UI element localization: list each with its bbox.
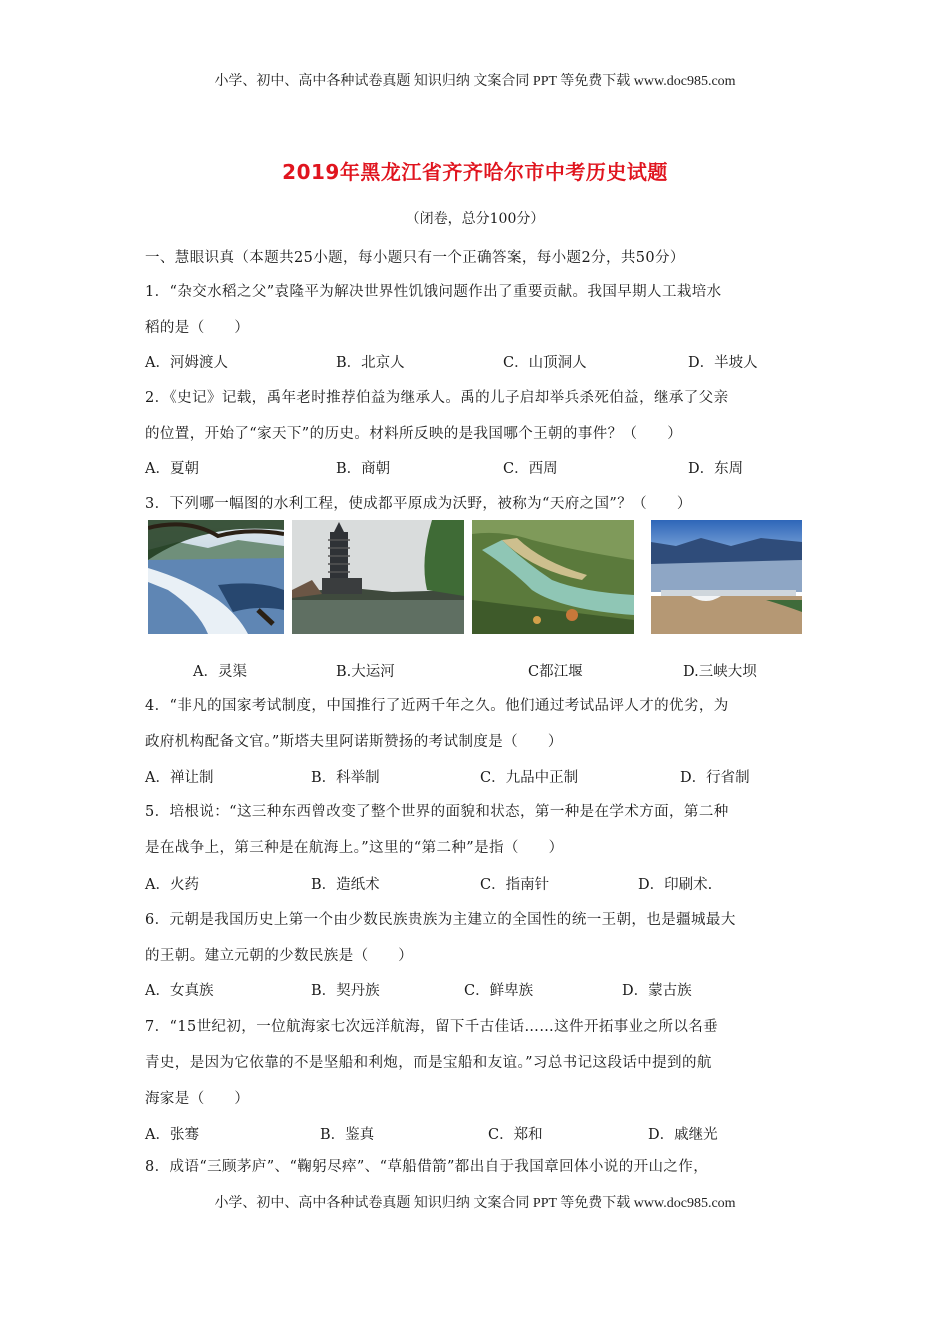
question-2-option-d: D．东周 (688, 461, 744, 477)
question-6-option-d: D．蒙古族 (622, 983, 692, 999)
question-7-line-1: 7．“15世纪初，一位航海家七次远洋航海，留下千古佳话……这件开拓事业之所以名垂 (145, 1019, 719, 1035)
river-irrigation-photo (472, 520, 634, 634)
question-6-line-2: 的王朝。建立元朝的少数民族是（ ） (145, 948, 414, 964)
question-7-line-3: 海家是（ ） (145, 1091, 250, 1107)
question-7-option-b: B．鉴真 (320, 1127, 375, 1143)
question-8-line-1: 8．成语“三顾茅庐”、“鞠躬尽瘁”、“草船借箭”都出自于我国章回体小说的开山之作， (145, 1159, 709, 1175)
question-1-option-d: D．半坡人 (688, 355, 758, 371)
pagoda-canal-photo (292, 520, 464, 634)
section-heading: 一、慧眼识真（本题共25小题，每小题只有一个正确答案，每小题2分，共50分） (145, 250, 685, 266)
question-5-option-b: B．造纸术 (311, 877, 380, 893)
question-3-caption-c: C都江堰 (528, 664, 583, 680)
header-banner: 小学、初中、高中各种试卷真题 知识归纳 文案合同 PPT 等免费下载 www.doc985.com (214, 74, 736, 89)
question-1-option-c: C．山顶洞人 (503, 355, 587, 371)
question-4-line-1: 4．“非凡的国家考试制度，中国推行了近两千年之久。他们通过考试品评人才的优劣，为 (145, 698, 729, 714)
question-3-caption-b: B.大运河 (336, 664, 395, 680)
question-4-option-d: D．行省制 (680, 770, 750, 786)
question-5-option-d: D．印刷术. (638, 877, 713, 893)
question-6-option-b: B．契丹族 (311, 983, 380, 999)
question-6-option-a: A．女真族 (145, 983, 214, 999)
waterfall-weir-photo (148, 520, 284, 634)
exam-subtitle: （闭卷，总分100分） (405, 211, 545, 227)
question-2-line-2: 的位置，开始了“家天下”的历史。材料所反映的是我国哪个王朝的事件？（ ） (145, 426, 683, 442)
question-5-option-c: C．指南针 (480, 877, 550, 893)
question-5-option-a: A．火药 (145, 877, 199, 893)
question-2-option-a: A．夏朝 (145, 461, 199, 477)
dam-reservoir-photo (651, 520, 802, 634)
question-1-line-1: 1．“杂交水稻之父”袁隆平为解决世界性饥饿问题作出了重要贡献。我国早期人工栽培水 (145, 284, 722, 300)
question-4-line-2: 政府机构配备文官。”斯塔夫里阿诺斯赞扬的考试制度是（ ） (145, 734, 563, 750)
question-1-line-2: 稻的是（ ） (145, 320, 250, 336)
question-4-option-c: C．九品中正制 (480, 770, 579, 786)
question-4-option-a: A．禅让制 (145, 770, 214, 786)
question-1-option-b: B．北京人 (336, 355, 405, 371)
question-2-line-1: 2．《史记》记载，禹年老时推荐伯益为继承人。禹的儿子启却举兵杀死伯益，继承了父亲 (145, 390, 729, 406)
question-6-line-1: 6．元朝是我国历史上第一个由少数民族贵族为主建立的全国性的统一王朝，也是疆城最大 (145, 912, 736, 928)
page-title: 2019年黑龙江省齐齐哈尔市中考历史试题 (282, 160, 668, 184)
question-7-line-2: 青史，是因为它依靠的不是坚船和利炮，而是宝船和友谊。”习总书记这段话中提到的航 (145, 1055, 712, 1071)
question-3-caption-d: D.三峡大坝 (683, 664, 757, 680)
question-7-option-a: A．张骞 (145, 1127, 199, 1143)
question-4-option-b: B．科举制 (311, 770, 380, 786)
question-5-line-1: 5．培根说：“这三种东西曾改变了整个世界的面貌和状态，第一种是在学术方面，第二种 (145, 804, 729, 820)
question-3-caption-a: A．灵渠 (193, 664, 247, 680)
question-1-option-a: A．河姆渡人 (145, 355, 228, 371)
footer-banner: 小学、初中、高中各种试卷真题 知识归纳 文案合同 PPT 等免费下载 www.doc985.com (214, 1196, 736, 1211)
question-6-option-c: C．鲜卑族 (464, 983, 534, 999)
question-2-option-b: B．商朝 (336, 461, 391, 477)
question-3-line-1: 3．下列哪一幅图的水利工程，使成都平原成为沃野，被称为“天府之国”？（ ） (145, 496, 692, 512)
question-2-option-c: C．西周 (503, 461, 558, 477)
question-5-line-2: 是在战争上，第三种是在航海上。”这里的“第二种”是指（ ） (145, 840, 564, 856)
question-7-option-d: D．戚继光 (648, 1127, 718, 1143)
question-7-option-c: C．郑和 (488, 1127, 543, 1143)
